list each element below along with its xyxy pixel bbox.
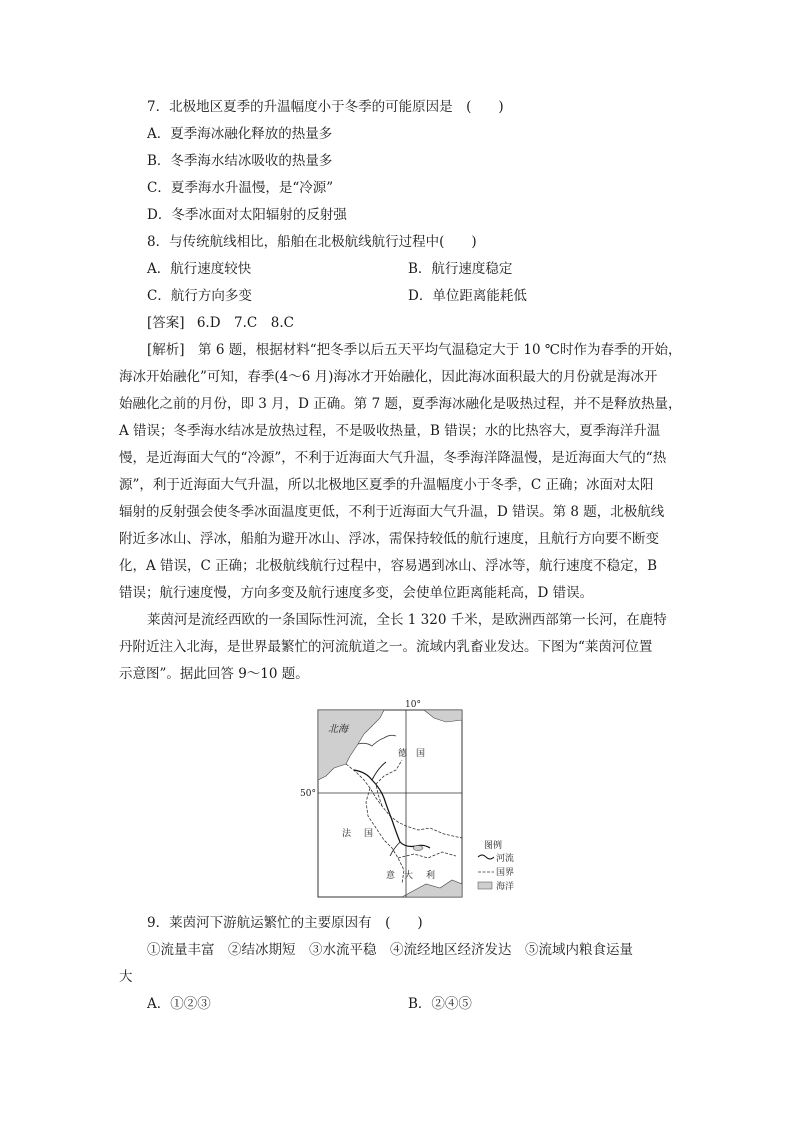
analysis-line: A 错误；冬季海水结冰是放热过程，不是吸收热量，B 错误；水的比热容大，夏季海洋升温: [119, 423, 661, 439]
q7-option-d: D．冬季冰面对太阳辐射的反射强: [147, 207, 347, 223]
legend-sea: 海洋: [496, 882, 515, 892]
q9-option-b: B．②④⑤: [408, 996, 472, 1012]
legend-river-icon: [478, 855, 494, 859]
intro-line: 示意图”。据此回答 9～10 题。: [119, 666, 309, 682]
q7-option-c: C．夏季海水升温慢，是“冷源”: [147, 180, 334, 196]
legend-sea-icon: [478, 882, 492, 889]
q7-option-a: A．夏季海冰融化释放的热量多: [147, 126, 333, 142]
italy-label-1: 意: [386, 871, 396, 881]
analysis-line: 附近多冰山、浮冰，船舶为避开冰山、浮冰，需保持较低的航行速度，且航行方向要不断变: [119, 531, 659, 547]
latitude-label: 50°: [300, 789, 316, 799]
longitude-label: 10°: [405, 700, 421, 710]
q9-options-line1: ①流量丰富 ②结冰期短 ③水流平稳 ④流经地区经济发达 ⑤流域内粮食运量: [147, 942, 633, 958]
analysis-line: 错误；航行速度慢，方向多变及航行速度多变，会使单位距离能耗高，D 错误。: [119, 585, 594, 601]
analysis-line: 海冰开始融化”可知，春季(4～6 月)海冰才开始融化，因此海冰面积最大的月份就是海冰开: [119, 369, 658, 385]
germany-label-1: 德: [398, 749, 408, 759]
analysis-line: 化，A 错误，C 正确；北极航线航行过程中，容易遇到冰山、浮冰等，航行速度不稳定，B: [119, 558, 658, 574]
germany-label-2: 国: [416, 749, 426, 759]
q7-option-b: B．冬季海水结冰吸收的热量多: [147, 153, 333, 169]
q8-option-a: A．航行速度较快: [147, 261, 252, 277]
q9-options-line2: 大: [119, 969, 133, 985]
analysis-line: 源”，利于近海面大气升温，所以北极地区夏季的升温幅度小于冬季，C 正确；冰面对太阳: [119, 477, 654, 493]
legend-border: 国界: [496, 868, 515, 878]
rhine-location-map: [300, 698, 526, 903]
analysis-line: [解析] 第 6 题，根据材料“把冬季以后五天平均气温稳定大于 10 ℃时作为春季的开始，: [147, 342, 682, 358]
answer-tag: [答案]: [147, 315, 185, 331]
q8-option-b: B．航行速度稳定: [408, 261, 513, 277]
q8-stem: 8．与传统航线相比，船舶在北极航线航行过程中( ): [147, 234, 477, 250]
france-label-1: 法: [342, 829, 352, 839]
italy-label-3: 利: [426, 871, 436, 881]
legend-river: 河流: [496, 854, 515, 864]
q7-stem: 7．北极地区夏季的升温幅度小于冬季的可能原因是 ( ): [147, 99, 504, 115]
q8-option-c: C．航行方向多变: [147, 288, 252, 304]
q9-option-a: A．①②③: [147, 996, 211, 1012]
legend-title: 图例: [484, 841, 503, 851]
north-sea-label: 北海: [328, 724, 348, 735]
analysis-line: 慢，是近海面大气的“冷源”，不利于近海面大气升温，冬季海洋降温慢，是近海面大气的“热: [119, 450, 667, 466]
intro-line: 莱茵河是流经西欧的一条国际性河流，全长 1 320 千米，是欧洲西部第一长河，在鹿特: [147, 612, 667, 628]
france-label-2: 国: [364, 829, 374, 839]
analysis-line: 始融化之前的月份，即 3 月，D 正确。第 7 题，夏季海冰融化是吸热过程，并不是释放热量，: [119, 396, 682, 412]
q9-stem: 9．莱茵河下游航运繁忙的主要原因有 ( ): [147, 915, 423, 931]
answer-line: [147, 313, 294, 333]
analysis-line: 辐射的反射强会使冬季冰面温度更低，不利于近海面大气升温，D 错误。第 8 题，北极航线: [119, 504, 665, 520]
italy-label-2: 大: [404, 871, 414, 881]
intro-line: 丹附近注入北海，是世界最繁忙的河流航道之一。流域内乳畜业发达。下图为“莱茵河位置: [119, 639, 653, 655]
q8-option-d: D．单位距离能耗低: [408, 288, 527, 304]
answer-text: 6.D 7.C 8.C: [196, 315, 294, 331]
